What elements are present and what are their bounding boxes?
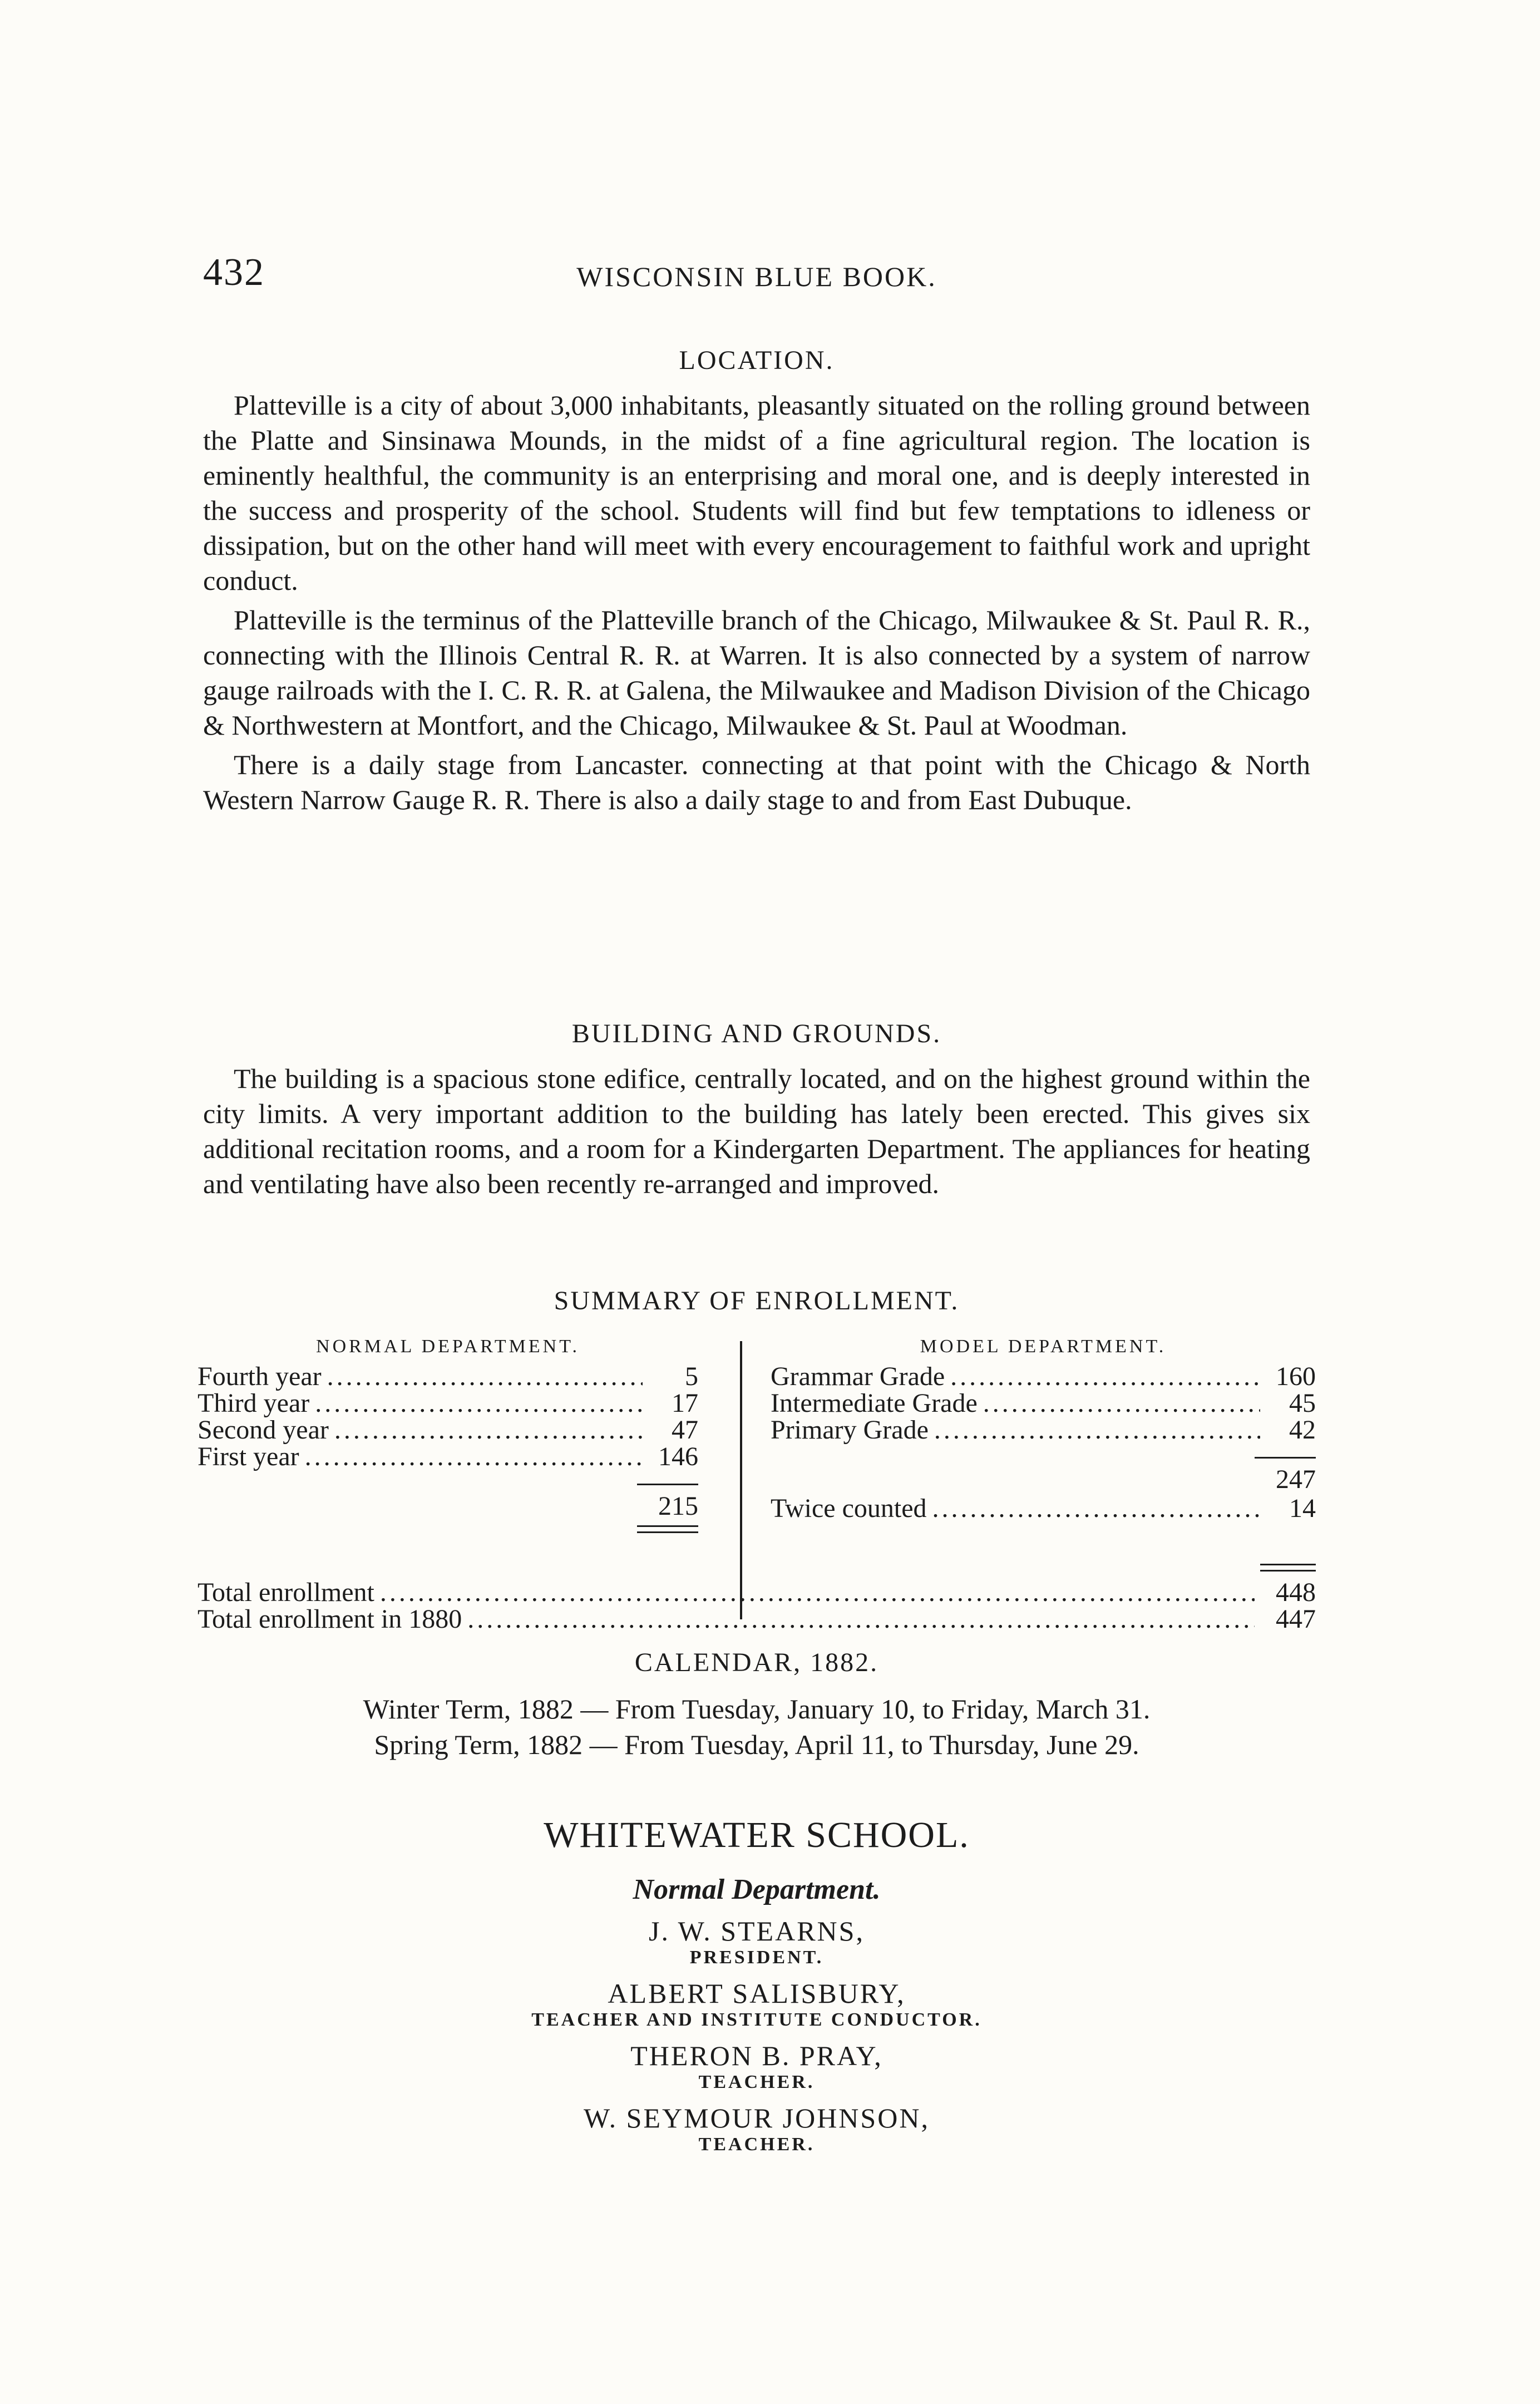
running-head: WISCONSIN BLUE BOOK. (576, 261, 937, 292)
dot-leader (934, 1417, 1260, 1444)
row-value: 146 (658, 1442, 698, 1471)
normal-department-column (198, 1330, 698, 1533)
table-row (198, 1390, 698, 1417)
row-label: Second year (198, 1415, 329, 1445)
dot-leader (950, 1363, 1260, 1390)
row-label: Grammar Grade (771, 1362, 945, 1391)
sum-rule (1255, 1457, 1316, 1459)
page-number: 432 (203, 251, 265, 294)
staff-name: ALBERT SALISBURY, (608, 1978, 906, 2009)
summary-heading: SUMMARY OF ENROLLMENT. (554, 1286, 960, 1316)
location-section (203, 345, 1310, 817)
summary-heading-block (203, 1285, 1310, 1316)
row-value: 14 (1289, 1494, 1316, 1523)
page-header (203, 250, 1310, 300)
building-section (203, 1018, 1310, 1201)
model-subtotal-value: 247 (1276, 1465, 1316, 1494)
table-row (198, 1444, 698, 1470)
dot-leader (380, 1579, 1255, 1606)
dot-leader (932, 1495, 1260, 1522)
row-value: 160 (1276, 1362, 1316, 1391)
table-row (771, 1390, 1316, 1417)
dot-leader (315, 1390, 643, 1417)
row-label: First year (198, 1442, 299, 1471)
row-label: Total enrollment in 1880 (198, 1604, 462, 1634)
double-rule-bottom (1260, 1570, 1316, 1572)
dot-leader (327, 1363, 643, 1390)
calendar-line: Spring Term, 1882 — From Tuesday, April 11, to Thursday, June 29. (374, 1729, 1139, 1760)
double-rule-top (637, 1525, 698, 1527)
normal-department-heading: NORMAL DEPARTMENT. (316, 1336, 580, 1357)
staff-name: W. SEYMOUR JOHNSON, (584, 2102, 930, 2134)
row-label: Total enrollment (198, 1578, 374, 1607)
model-department-heading: MODEL DEPARTMENT. (920, 1336, 1167, 1357)
normal-total-row (198, 1493, 698, 1520)
normal-total-value: 215 (658, 1491, 698, 1521)
department-subheading: Normal Department. (633, 1874, 881, 1905)
whitewater-section (203, 1814, 1310, 2155)
calendar-line: Winter Term, 1882 — From Tuesday, January 10, to Friday, March 31. (363, 1693, 1151, 1725)
location-heading: LOCATION. (679, 346, 835, 375)
row-label: Intermediate Grade (771, 1388, 978, 1418)
calendar-heading: CALENDAR, 1882. (634, 1648, 879, 1677)
dot-leader (983, 1390, 1260, 1417)
row-label: Twice counted (771, 1494, 927, 1523)
total-enrollment-1880-row (198, 1606, 1316, 1633)
row-label: Third year (198, 1388, 310, 1418)
dot-leader (467, 1606, 1255, 1633)
row-value: 448 (1276, 1578, 1316, 1607)
total-enrollment-block (198, 1564, 1316, 1633)
table-row (198, 1417, 698, 1444)
model-subtotal-row (771, 1466, 1316, 1493)
table-row (198, 1363, 698, 1390)
model-department-column (771, 1330, 1316, 1522)
staff-name: THERON B. PRAY, (630, 2040, 883, 2071)
dot-leader (334, 1417, 643, 1444)
row-value: 47 (672, 1415, 698, 1445)
row-value: 42 (1289, 1415, 1316, 1445)
staff-role: TEACHER. (698, 2072, 815, 2092)
double-rule-bottom (637, 1531, 698, 1533)
sum-rule (637, 1484, 698, 1485)
staff-role: PRESIDENT. (689, 1947, 824, 1968)
calendar-section (203, 1647, 1310, 1762)
row-label: Primary Grade (771, 1415, 929, 1445)
row-value: 45 (1289, 1388, 1316, 1418)
location-paragraph-3: There is a daily stage from Lancaster. connecting at that point with the Chicago & North Western Narrow Gauge R. R. There is also a daily stage to and from East Dubuque. (203, 749, 1310, 815)
location-paragraph-2: Platteville is the terminus of the Platteville branch of the Chicago, Milwaukee & St. Paul R. R., connecting with the Illinois Central R. R. at Warren. It is also connected by a system of narrow gauge railroads with the I. C. R. R. at Galena, the Milwaukee and Madison Division of the Chicago & Northwestern at Montfort, and the Chicago, Milwaukee & St. Paul at Woodman. (203, 604, 1310, 741)
building-paragraph: The building is a spacious stone edifice, centrally located, and on the highest ground within the city limits. A very important addition to the building has lately been erected. This gives six additional recitation rooms, and a room for a Kindergarten Department. The appliances for heating and ventilating have also been recently re-arranged and improved. (203, 1063, 1310, 1199)
row-value: 17 (672, 1388, 698, 1418)
building-heading: BUILDING AND GROUNDS. (571, 1019, 942, 1048)
table-row (771, 1417, 1316, 1444)
row-value: 5 (685, 1362, 698, 1391)
whitewater-title: WHITEWATER SCHOOL. (544, 1815, 970, 1855)
staff-role: TEACHER. (698, 2134, 815, 2155)
staff-name: J. W. STEARNS, (649, 1915, 865, 1947)
row-label: Fourth year (198, 1362, 322, 1391)
location-paragraph-1: Platteville is a city of about 3,000 inhabitants, pleasantly situated on the rolling ground between the Platte and Sinsinawa Mounds, in the midst of a fine agricultural region. The location is eminently healthful, the community is an enterprising and moral one, and is deeply interested in the success and prosperity of the school. Students will find but few temptations to idleness or dissipation, but on the other hand will meet with every encouragement to faithful work and upright conduct. (203, 390, 1310, 596)
dot-leader (305, 1444, 643, 1470)
twice-counted-row (771, 1495, 1316, 1522)
table-row (771, 1363, 1316, 1390)
staff-role: TEACHER AND INSTITUTE CONDUCTOR. (531, 2009, 982, 2030)
total-enrollment-row (198, 1579, 1316, 1606)
double-rule-top (1260, 1564, 1316, 1565)
row-value: 447 (1276, 1604, 1316, 1634)
